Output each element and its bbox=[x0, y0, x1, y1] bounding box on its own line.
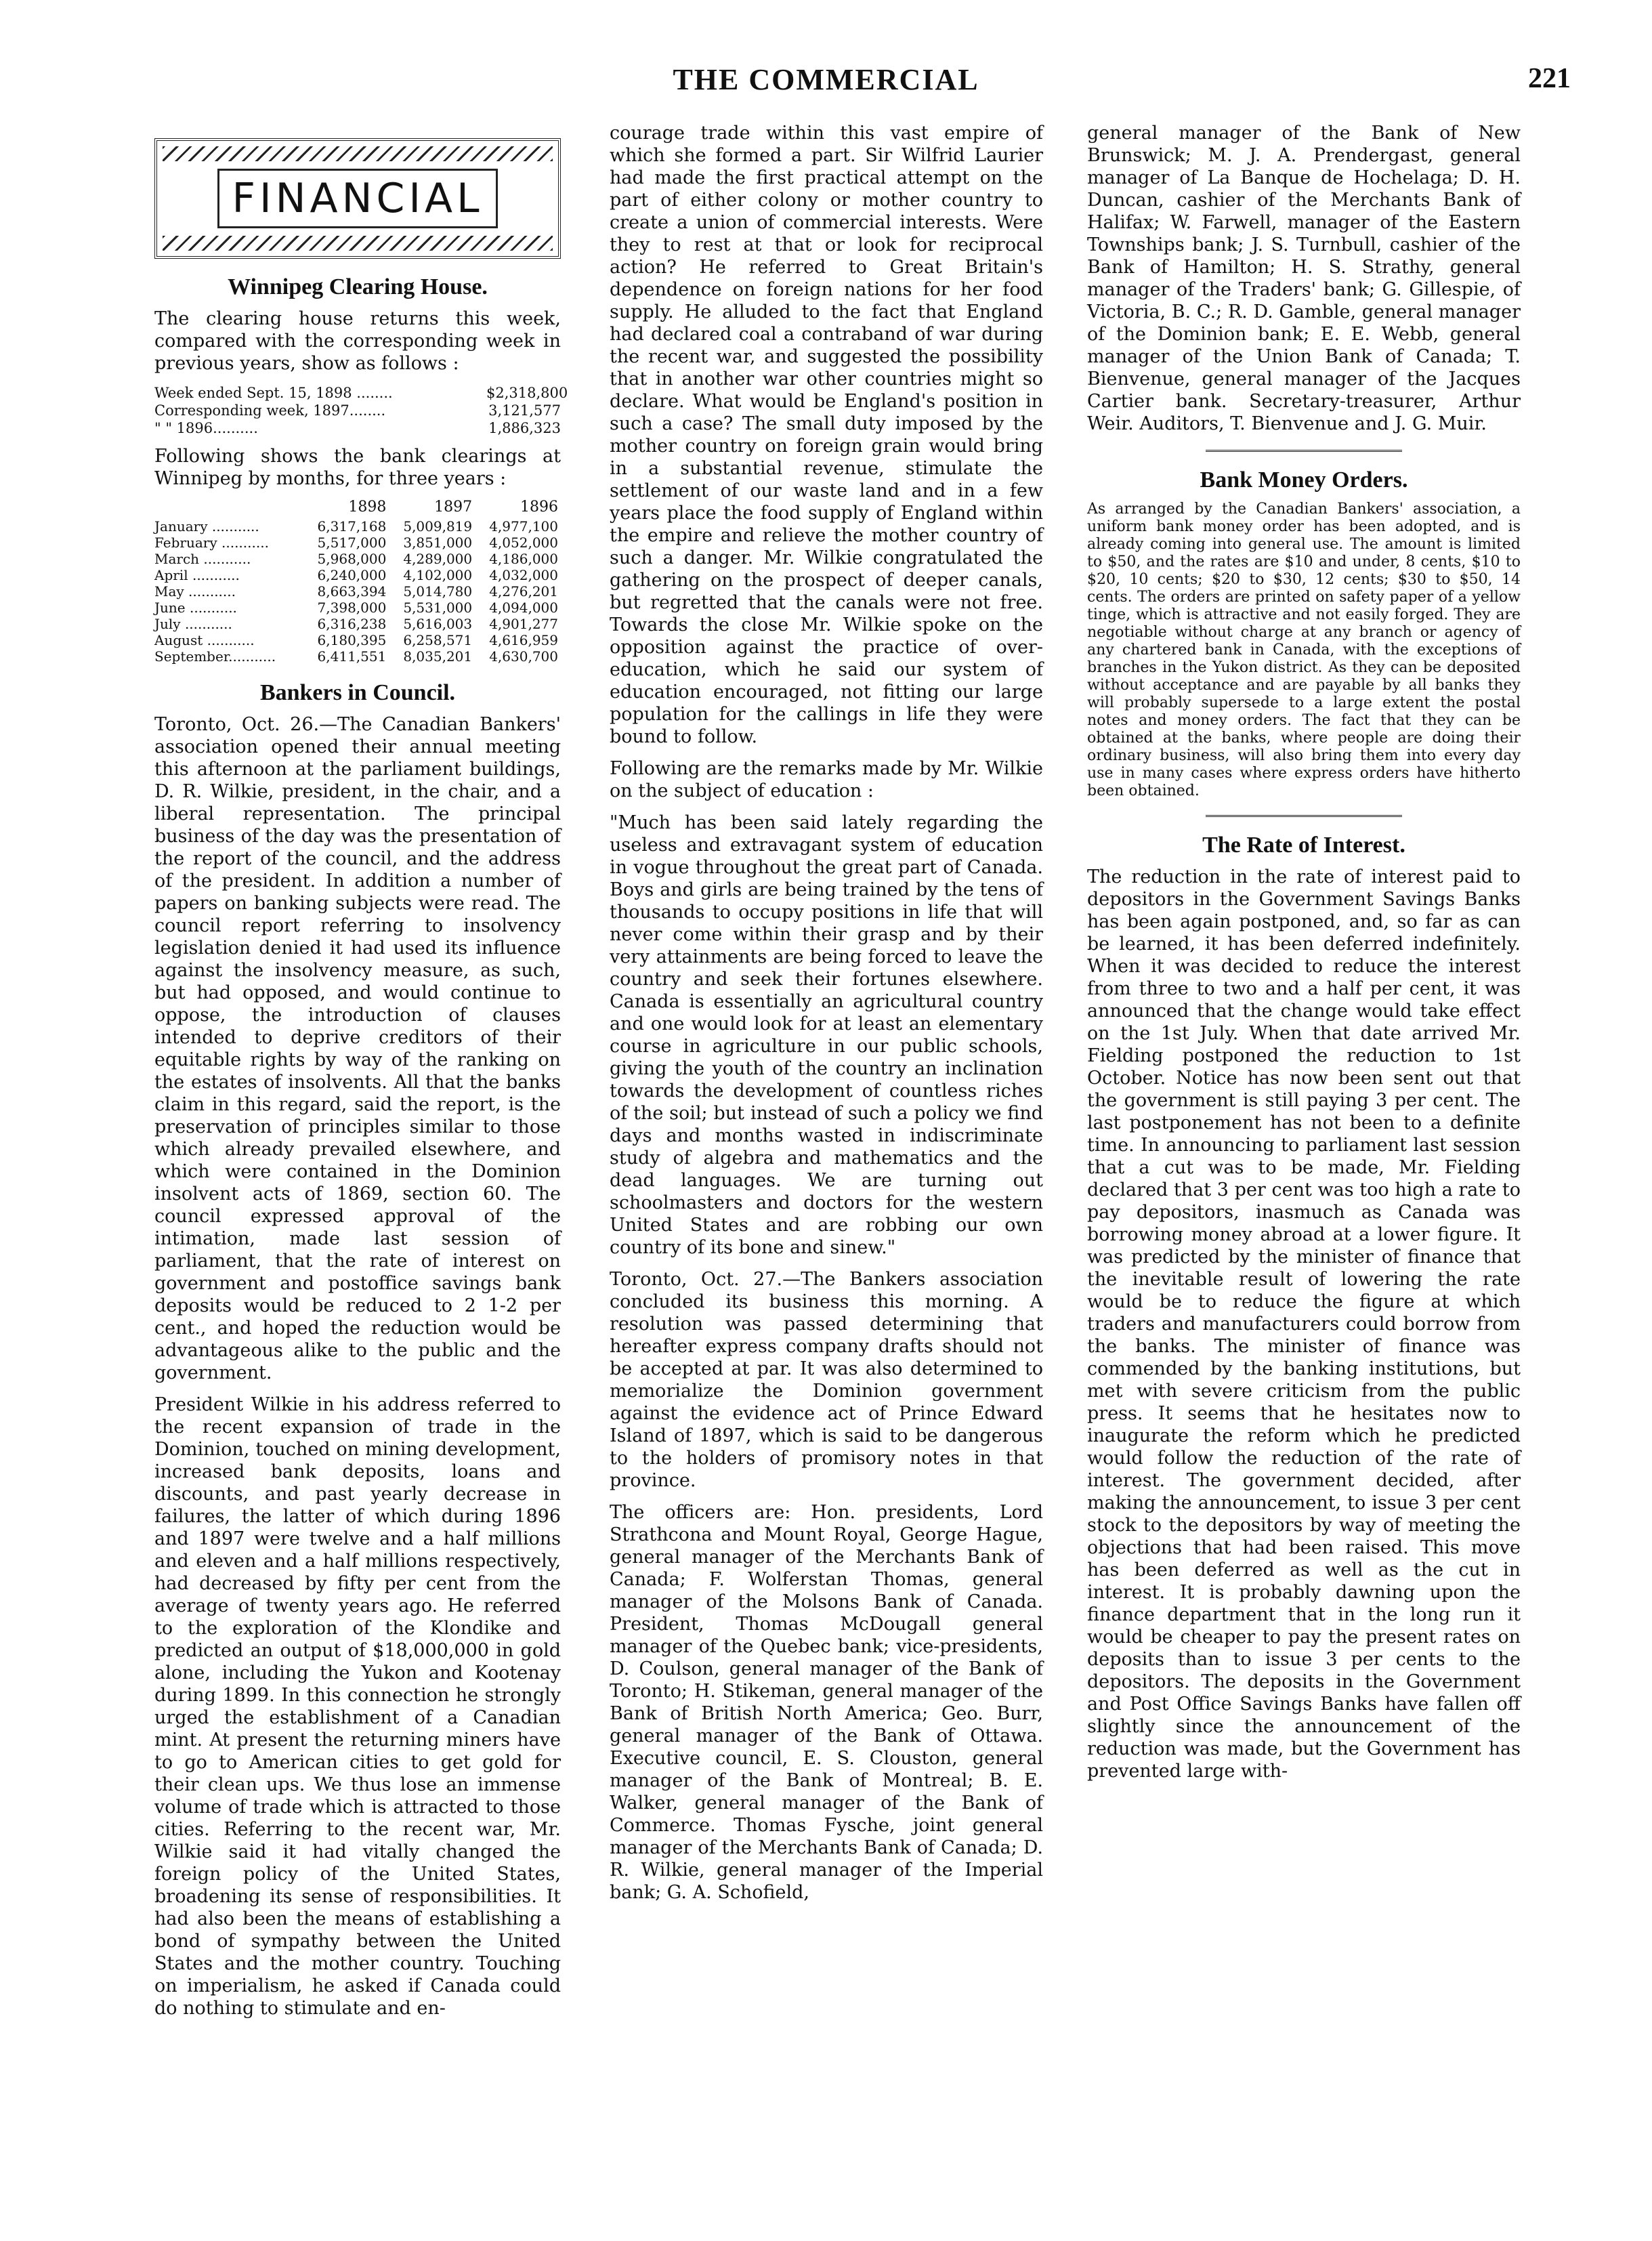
table-row bbox=[154, 518, 561, 535]
stat-value: 1,886,323 bbox=[488, 420, 561, 436]
table-row bbox=[154, 648, 561, 665]
value-cell: 4,094,000 bbox=[489, 600, 558, 616]
stat-label: Corresponding week, 1897........ bbox=[154, 402, 386, 419]
stat-row bbox=[154, 419, 561, 437]
value-cell: 7,398,000 bbox=[317, 600, 387, 616]
month-cell: September........... bbox=[154, 648, 276, 665]
column-header: 1896 bbox=[520, 499, 558, 516]
stat-value: $2,318,800 bbox=[486, 385, 568, 401]
table-body bbox=[154, 518, 561, 665]
page-header bbox=[0, 0, 1652, 122]
value-cell: 4,186,000 bbox=[489, 551, 558, 567]
divider bbox=[1206, 450, 1402, 452]
value-cell: 6,317,168 bbox=[317, 518, 387, 535]
money-orders-heading: Bank Money Orders. bbox=[1200, 467, 1408, 493]
value-cell: 4,276,201 bbox=[489, 583, 558, 600]
table-row bbox=[154, 551, 561, 567]
value-cell: 8,035,201 bbox=[403, 648, 473, 665]
month-cell: August ........... bbox=[154, 632, 255, 648]
interest-text: The reduction in the rate of interest paid to depositors in the Government Savings Banks has been again postponed, and, so far as can be learned, it has been deferred indefinitely. When it was decided to reduce the interest from three to two and a half per cent, it was announced that the change would take effect on the 1st July. When that date arrived Mr. Fielding postponed the reduction to 1st October. Notice has now been sent out that the government is still paying 3 per cent. The last postponement has not been to a definite time. In announcing to parliament last session that a cut was to be made, Mr. Fielding declared that 3 per cent was too high a rate to pay depositors, inasmuch as Canada was borrowing money abroad at a lower figure. It was predicted by the minister of finance that the inevitable result of lowering the rate would be to reduce the figure at which traders and manufacturers could borrow from the banks. The minister of finance was commended by the banking institutions, but met with severe criticism from the public press. It seems that he hesitates now to inaugurate the reform which he predicted would follow the reduction of the rate of interest. The government decided, after making the announcement, to issue 3 per cent stock to the depositors by way of meeting the objections that had been raised. This move has been deferred as well as the cut in interest. It is probably dawning upon the finance department that in the long run it would be cheaper to pay the present rates on deposits than to issue 3 per cents to the depositors. The deposits in the Government and Post Office Savings Banks have fallen off slightly since the announcement of the reduction was made, but the Government has prevented large with- bbox=[1087, 866, 1521, 1782]
month-cell: April ........... bbox=[154, 567, 240, 583]
value-cell: 4,052,000 bbox=[489, 535, 558, 551]
month-cell: January ........... bbox=[154, 518, 259, 535]
officers-continued: general manager of the Bank of New Brunswick; M. J. A. Prendergast, general manager of La Banque de Hochelaga; D. H. Duncan, cashier of the Merchants Bank of Halifax; W. Farwell, manager of the Eastern Townships bank; J. S. Turnbull, cashier of the Bank of Hamilton; H. S. Strathy, general manager of the Traders' bank; G. Gillespie, of Victoria, B. C.; R. D. Gamble, general manager of the Dominion bank; E. E. Webb, general manager of the Union Bank of Canada; T. Bienvenue, general manager of the Jacques Cartier bank. Secretary-treasurer, Arthur Weir. Auditors, T. Bienvenue and J. G. Muir. bbox=[1087, 123, 1521, 434]
value-cell: 4,977,100 bbox=[489, 518, 558, 535]
value-cell: 4,630,700 bbox=[489, 648, 558, 665]
stat-row bbox=[154, 384, 568, 402]
value-cell: 6,180,395 bbox=[317, 632, 387, 648]
value-cell: 5,968,000 bbox=[317, 551, 387, 567]
bankers-paragraph-1: Toronto, Oct. 26.—The Canadian Bankers' association opened their annual meeting this afternoon at the parliament buildings, D. R. Wilkie, president, in the chair, and a liberal representation. The principal business of the day was the presentation of the report of the council, and the address of the president. In addition a number of papers on banking subjects were read. The council report referring to insolvency legislation denied it had used its influence against the insolvency measure, as such, but had opposed, and would continue to oppose, the introduction of clauses intended to deprive creditors of their equitable rights by way of the ranking on the estates of insolvents. All that the banks claim in this regard, said the report, is the preservation of principles similar to those which already prevailed elsewhere, and which were contained in the Dominion insolvent acts of 1869, section 60. The council expressed approval of the intimation, made last session of parliament, that the rate of interest on government and postoffice savings bank deposits would be reduced to 2 1-2 per cent., and hoped the reduction would be advantageous alike to the public and the government. bbox=[154, 714, 561, 1383]
value-cell: 3,851,000 bbox=[403, 535, 473, 551]
month-column-header bbox=[154, 499, 303, 518]
value-cell: 5,009,819 bbox=[403, 518, 473, 535]
month-cell: March ........... bbox=[154, 551, 251, 567]
value-cell: 6,316,238 bbox=[317, 616, 387, 632]
value-cell: 4,102,000 bbox=[403, 567, 473, 583]
month-cell: July ........... bbox=[154, 616, 232, 632]
weekly-clearing-stats bbox=[154, 384, 568, 437]
money-orders-text: As arranged by the Canadian Bankers' association, a uniform bank money order has been adopted, and is already coming into general use. The amount is limited to $50, and the rates are $10 and under, 8 cents, $10 to $20, 10 cents; $20 to $30, 12 cents; $30 to $50, 14 cents. The orders are printed on safety paper of a yellow tinge, which is attractive and not easily forged. They are negotiable without charge at any branch or agency of any chartered bank in Canada, with the exceptions of branches in the Yukon district. As they can be deposited without acceptance and are payable by all banks they will probably supersede to a large extent the postal notes and money orders. The fact that they can be obtained at the banks, where people are doing their ordinary business, will also bring them into every day use in many cases where express orders have hitherto been obtained. bbox=[1087, 501, 1521, 799]
wilkie-address-continued: courage trade within this vast empire of which she formed a part. Sir Wilfrid Laurier had made the first practical attempt on the part of either colony or mother country to create a union of commercial interests. Were they to rest at that or look for reciprocal action? He referred to Great Britain's dependence on foreign nations for her food supply. He alluded to the fact that England had declared coal a contraband of war during the recent war, and suggested the possibility that in another war other countries might so declare. What would be England's position in such a case? The small duty imposed by the mother country on foreign grain would bring in a substantial revenue, stimulate the settlement of our waste land and in a few years place the food supply of England within the empire and relieve the mother country of such a danger. Mr. Wilkie congratulated the gathering on the prospect of deeper canals, but regretted that the canals were not free. Towards the close Mr. Wilkie spoke on the opposition against the practice of over-education, which he said our system of education encouraged, not fitting our large population for the callings in life they were bound to follow. bbox=[610, 123, 1043, 747]
value-cell: 4,901,277 bbox=[489, 616, 558, 632]
divider bbox=[1206, 815, 1402, 817]
banner-label: FINANCIAL bbox=[217, 169, 497, 228]
value-cell: 4,616,959 bbox=[489, 632, 558, 648]
value-cell: 4,032,000 bbox=[489, 567, 558, 583]
interest-heading: The Rate of Interest. bbox=[1202, 833, 1405, 858]
bankers-paragraph-2: President Wilkie in his address referred to the recent expansion of trade in the Dominion, touched on mining development, increased bank deposits, loans and discounts, and past yearly decrease in failures, the latter of which during 1896 and 1897 were twelve and a half millions and eleven and a half millions respectively, had decreased by fifty per cent from the average of twenty years ago. He referred to the exploration of the Klondike and predicted an output of $18,000,000 in gold alone, including the Yukon and Kootenay during 1899. In this connection he strongly urged the establishment of a Canadian mint. At present the returning miners have to go to American cities to get gold for their clean ups. We thus lose an immense volume of trade which is attracted to those cities. Referring to the recent war, Mr. Wilkie said it had vitally changed the foreign policy of the United States, broadening its sense of responsibilities. It had also been the means of establishing a bond of sympathy between the United States and the mother country. Touching on imperialism, he asked if Canada could do nothing to stimulate and en- bbox=[154, 1394, 561, 2019]
value-cell: 5,531,000 bbox=[403, 600, 473, 616]
oct-27-paragraph: Toronto, Oct. 27.—The Bankers association concluded its business this morning. A resolution was passed determining that hereafter express company drafts should not be accepted at par. It was also determined to memorialize the Dominion government against the evidence act of Prince Edward Island of 1897, which is said to be dangerous to the holders of promisory notes in that province. bbox=[610, 1269, 1043, 1491]
table-row bbox=[154, 583, 561, 600]
column-3 bbox=[1087, 122, 1521, 1792]
clearing-intro: The clearing house returns this week, compared with the corresponding week in previous years, show as follows : bbox=[154, 308, 561, 374]
education-quote: "Much has been said lately regarding the useless and extravagant system of education in vogue throughout the great part of Canada. Boys and girls are being trained by the tens of thousands to occupy positions in life that will never come within their grasp and by their very attainments are being forced to leave the country and seek their fortunes elsewhere. Canada is essentially an agricultural country and one would look for at least an elementary course in agriculture in our public schools, giving the youth of the country an inclination towards the development of countless riches of the soil; but instead of such a policy we find days and months wasted in indiscriminate study of algebra and mathematics and the dead languages. We are turning out schoolmasters and doctors for the western United States and are robbing our own country of its bone and sinew." bbox=[610, 812, 1043, 1258]
month-cell: February ........... bbox=[154, 535, 269, 551]
table-row bbox=[154, 600, 561, 616]
monthly-clearings-table bbox=[154, 499, 561, 665]
page-number: 221 bbox=[1528, 63, 1571, 94]
table-header-row bbox=[154, 499, 561, 518]
value-cell: 6,258,571 bbox=[403, 632, 473, 648]
table-row bbox=[154, 567, 561, 583]
publication-title: THE COMMERCIAL bbox=[673, 63, 979, 96]
financial-banner bbox=[154, 138, 561, 259]
stat-row bbox=[154, 402, 561, 419]
monthly-clearings-intro: Following shows the bank clearings at Winnipeg by months, for three years : bbox=[154, 446, 561, 489]
table-row bbox=[154, 632, 561, 648]
value-cell: 4,289,000 bbox=[403, 551, 473, 567]
education-intro: Following are the remarks made by Mr. Wilkie on the subject of education : bbox=[610, 758, 1043, 801]
value-cell: 8,663,394 bbox=[317, 583, 387, 600]
value-cell: 6,240,000 bbox=[317, 567, 387, 583]
table-row bbox=[154, 535, 561, 551]
value-cell: 5,014,780 bbox=[403, 583, 473, 600]
stat-value: 3,121,577 bbox=[488, 402, 561, 419]
column-1 bbox=[154, 122, 568, 2029]
column-2 bbox=[610, 122, 1043, 1913]
clearing-house-heading: Winnipeg Clearing House. bbox=[228, 274, 488, 299]
stat-label: " " 1896.......... bbox=[154, 420, 258, 436]
column-header: 1897 bbox=[434, 499, 473, 516]
month-cell: May ........... bbox=[154, 583, 236, 600]
bankers-heading: Bankers in Council. bbox=[259, 680, 456, 705]
officers-paragraph: The officers are: Hon. presidents, Lord Strathcona and Mount Royal, George Hague, general manager of the Merchants Bank of Canada; F. Wolferstan Thomas, general manager of the Molsons Bank of Canada. President, Thomas McDougall general manager of the Quebec bank; vice-presidents, D. Coulson, general manager of the Bank of Toronto; H. Stikeman, general manager of the Bank of British North America; Geo. Burr, general manager of the Bank of Ottawa. Executive council, E. S. Clouston, general manager of the Bank of Montreal; B. E. Walker, general manager of the Bank of Commerce. Thomas Fysche, joint general manager of the Merchants Bank of Canada; D. R. Wilkie, general manager of the Imperial bank; G. A. Schofield, bbox=[610, 1502, 1043, 1903]
column-header: 1898 bbox=[348, 499, 387, 516]
stat-label: Week ended Sept. 15, 1898 ........ bbox=[154, 385, 393, 401]
value-cell: 5,616,003 bbox=[403, 616, 473, 632]
value-cell: 6,411,551 bbox=[317, 648, 387, 665]
table-row bbox=[154, 616, 561, 632]
value-cell: 5,517,000 bbox=[317, 535, 387, 551]
month-cell: June ........... bbox=[154, 600, 237, 616]
